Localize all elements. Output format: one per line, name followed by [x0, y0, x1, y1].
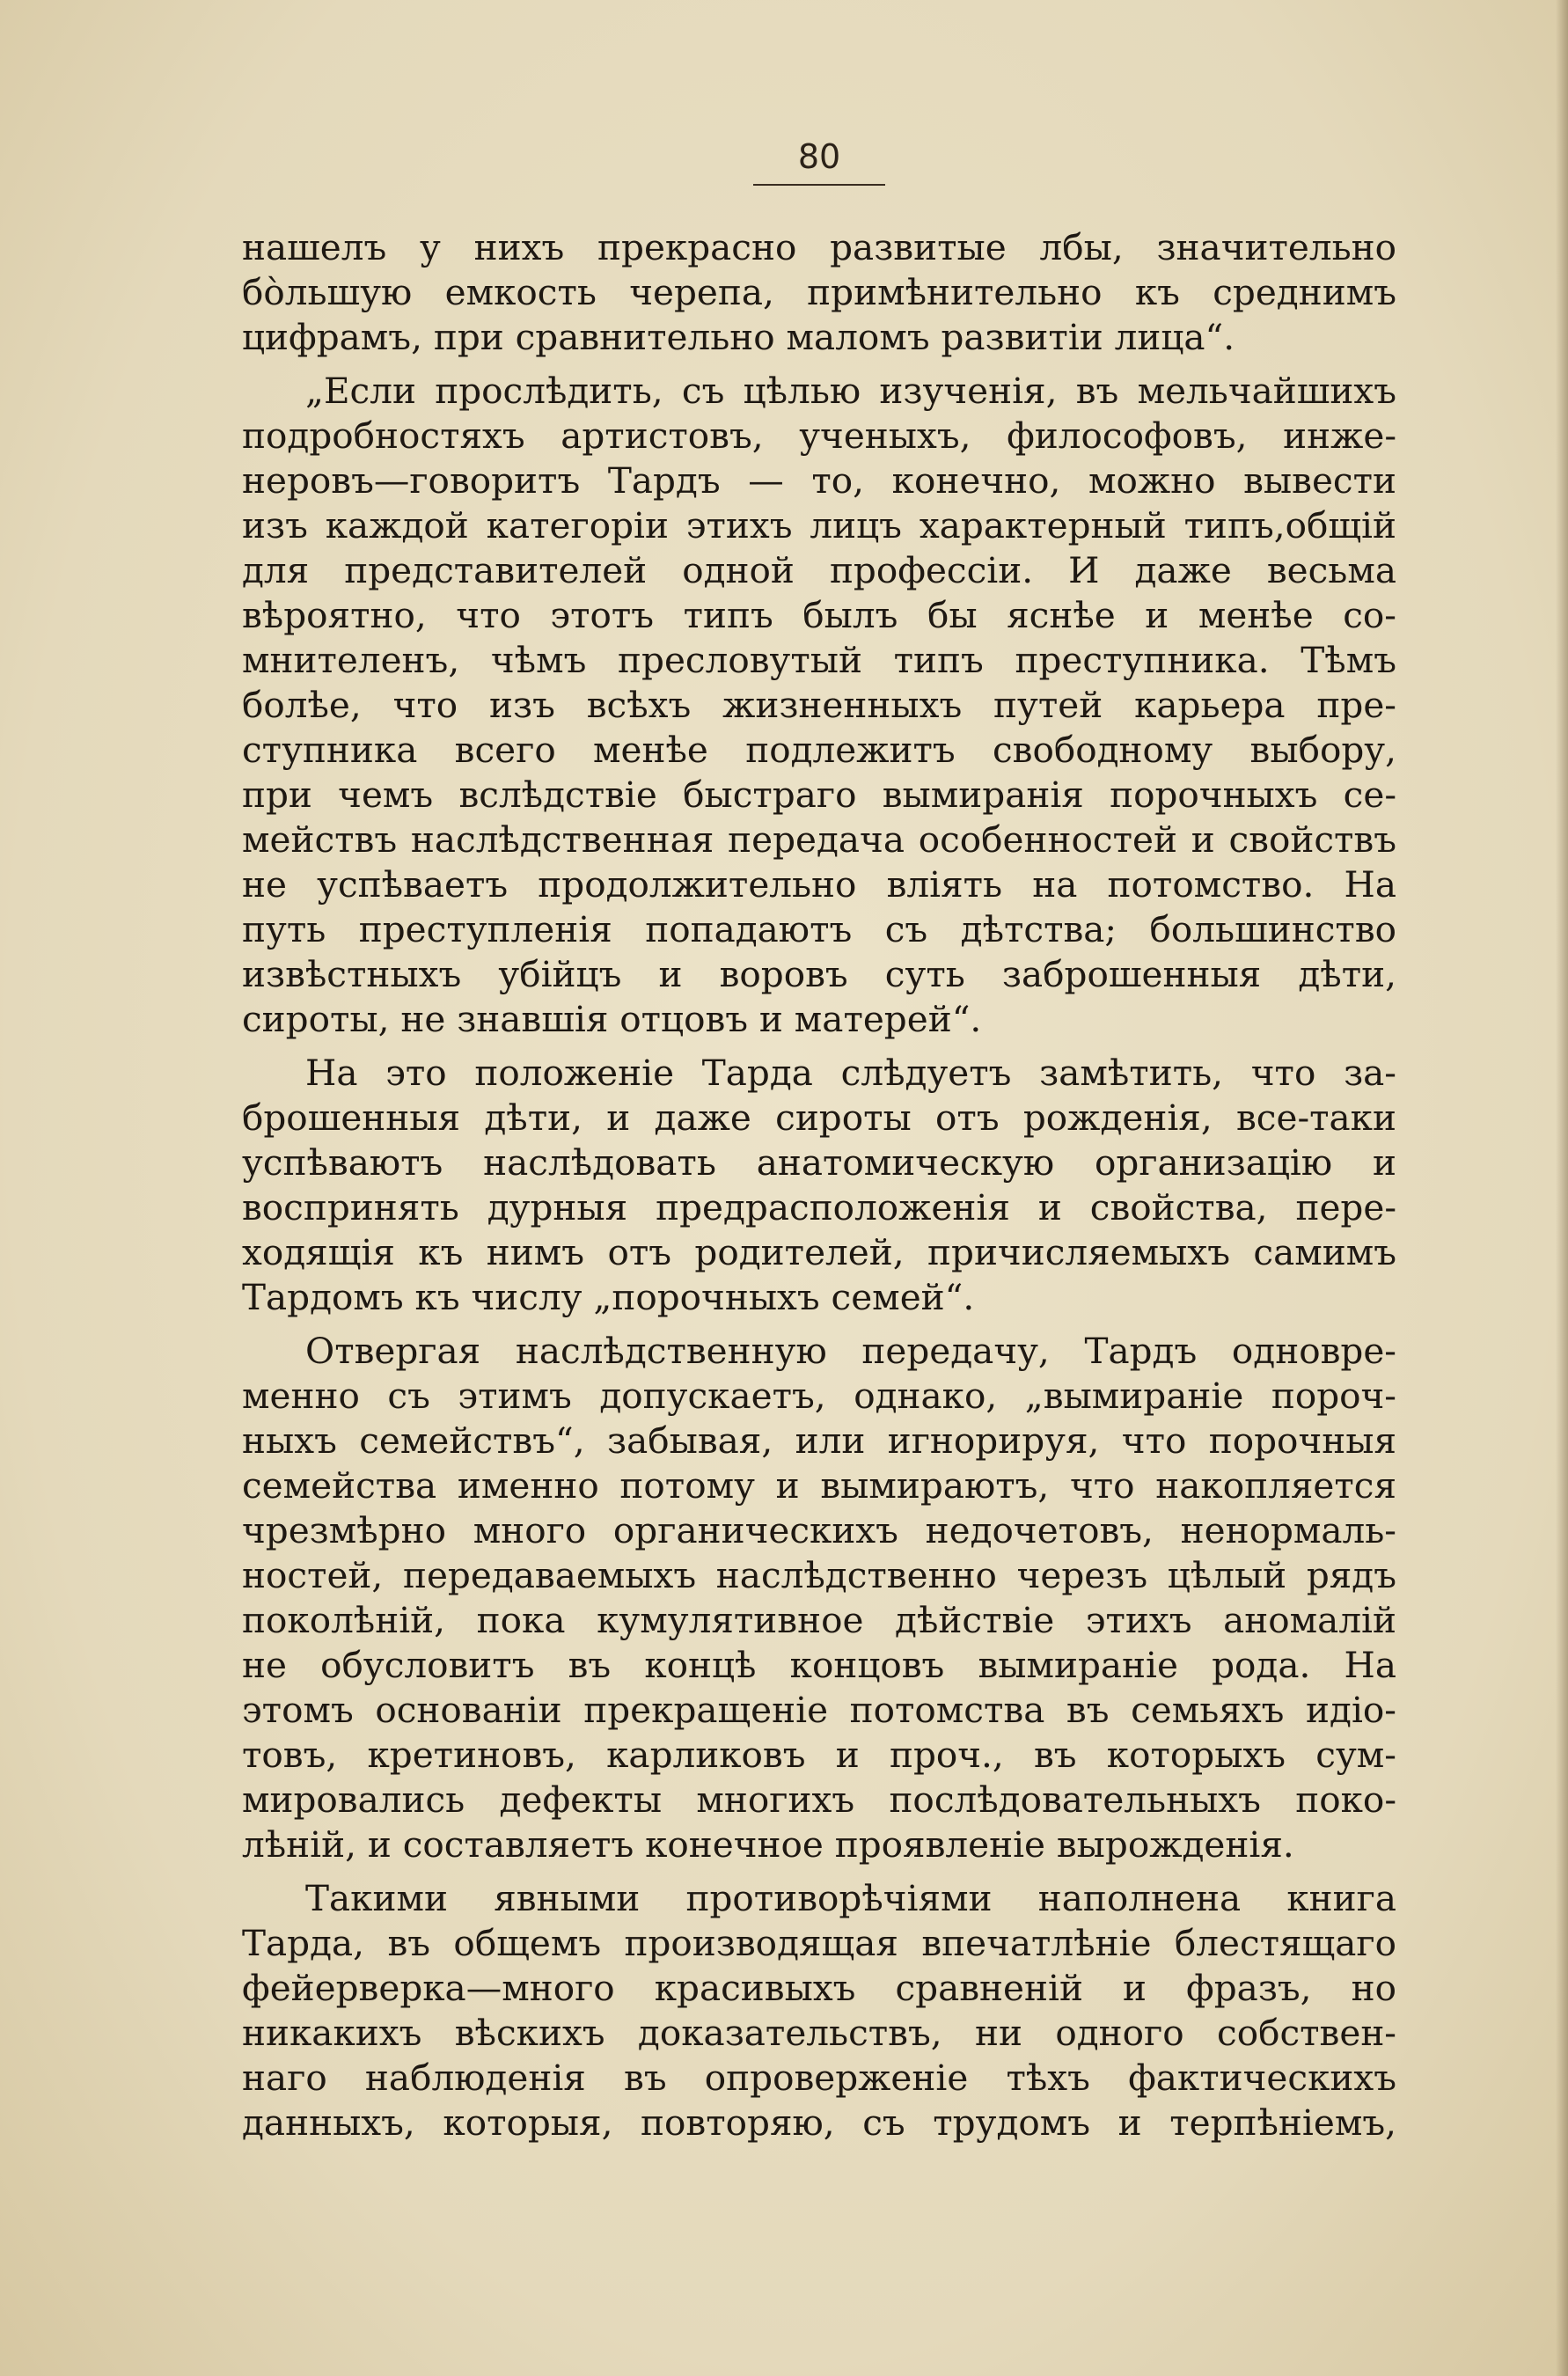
text-line: поколѣнiй, пока кумулятивное дѣйствiе этихъ аномалiй — [242, 1599, 1396, 1641]
text-line: извѣстныхъ убiйцъ и воровъ суть заброшенныя дѣти, — [242, 953, 1396, 995]
paragraph — [242, 369, 1396, 1042]
text-line: чрезмѣрно много органическихъ недочетовъ, ненормаль- — [242, 1509, 1396, 1551]
text-line: „Если прослѣдить, съ цѣлью изученiя, въ мельчайшихъ — [305, 370, 1396, 412]
page-number: 80 — [797, 137, 841, 176]
text-line: ностей, передаваемыхъ наслѣдственно черезъ цѣлый рядъ — [242, 1554, 1396, 1596]
text-line: Отвергая наслѣдственную передачу, Тардъ одновре- — [305, 1330, 1396, 1372]
page-edge-shadow — [1556, 0, 1568, 2376]
paragraph — [242, 225, 1396, 360]
text-line: нашелъ у нихъ прекрасно развитые лбы, значительно — [242, 226, 1396, 268]
text-line: вѣроятно, что этотъ типъ былъ бы яснѣе и менѣе со- — [242, 594, 1396, 636]
text-line: ступника всего менѣе подлежитъ свободному выбору, — [242, 729, 1396, 771]
text-line: семейства именно потому и вымираютъ, что накопляется — [242, 1464, 1396, 1507]
text-line: На это положенiе Тарда слѣдуетъ замѣтить, что за- — [305, 1052, 1396, 1094]
text-line: не обусловитъ въ концѣ концовъ вымиранiе рода. На — [242, 1644, 1396, 1686]
text-line: подробностяхъ артистовъ, ученыхъ, философовъ, инже- — [242, 414, 1396, 457]
text-line: для представителей одной профессiи. И даже весьма — [242, 549, 1396, 591]
text-line: воспринять дурныя предрасположенiя и свойства, пере- — [242, 1186, 1396, 1228]
text-line: мействъ наслѣдственная передача особенностей и свойствъ — [242, 818, 1396, 861]
text-line: никакихъ вѣскихъ доказательствъ, ни одного собствен- — [242, 2012, 1396, 2054]
text-line: ныхъ семействъ“, забывая, или игнорируя, что порочныя — [242, 1419, 1396, 1462]
paragraph — [242, 1051, 1396, 1320]
text-line: неровъ—говоритъ Тардъ — то, конечно, можно вывести — [242, 459, 1396, 502]
paragraph — [242, 1876, 1396, 2145]
text-line: Тарда, въ общемъ производящая впечатлѣнiе блестящаго — [242, 1922, 1396, 1964]
text-line: сироты, не знавшiя отцовъ и матерей“. — [242, 998, 982, 1040]
paragraph — [242, 1329, 1396, 1867]
header-rule — [753, 184, 885, 186]
text-line: этомъ основанiи прекращенiе потомства въ семьяхъ идiо- — [242, 1689, 1396, 1731]
text-line: лѣнiй, и составляетъ конечное проявленiе вырожденiя. — [242, 1823, 1294, 1866]
text-line: бòльшую емкость черепа, примѣнительно къ среднимъ — [242, 271, 1396, 313]
text-line: наго наблюденiя въ опроверженiе тѣхъ фактическихъ — [242, 2057, 1396, 2099]
text-line: Такими явными противорѣчiями наполнена книга — [305, 1877, 1396, 1919]
text-line: не успѣваетъ продолжительно влiять на потомство. На — [242, 863, 1396, 906]
text-line: Тардомъ къ числу „порочныхъ семей“. — [242, 1276, 975, 1318]
text-line: товъ, кретиновъ, карликовъ и проч., въ которыхъ сум- — [242, 1734, 1396, 1776]
text-line: путь преступленiя попадаютъ съ дѣтства; большинство — [242, 908, 1396, 950]
text-line: цифрамъ, при сравнительно маломъ развитiи лица“. — [242, 316, 1235, 358]
text-line: фейерверка—много красивыхъ сравненiй и фразъ, но — [242, 1967, 1396, 2009]
text-line: мировались дефекты многихъ послѣдовательныхъ поко- — [242, 1778, 1396, 1821]
text-line: менно съ этимъ допускаетъ, однако, „вымиранiе пороч- — [242, 1375, 1396, 1417]
text-line: данныхъ, которыя, повторяю, съ трудомъ и терпѣнiемъ, — [242, 2101, 1396, 2144]
text-line: ходящiя къ нимъ отъ родителей, причисляемыхъ самимъ — [242, 1231, 1396, 1273]
text-line: изъ каждой категорiи этихъ лицъ характерный типъ,общiй — [242, 504, 1396, 546]
text-line: при чемъ вслѣдствiе быстраго вымиранiя порочныхъ се- — [242, 774, 1396, 816]
text-line: болѣе, что изъ всѣхъ жизненныхъ путей карьера пре- — [242, 684, 1396, 726]
text-line: успѣваютъ наслѣдовать анатомическую организацiю и — [242, 1141, 1396, 1184]
body-text — [242, 225, 1396, 2145]
text-line: мнителенъ, чѣмъ пресловутый типъ преступника. Тѣмъ — [242, 639, 1396, 681]
text-line: брошенныя дѣти, и даже сироты отъ рожденiя, все-таки — [242, 1096, 1396, 1139]
